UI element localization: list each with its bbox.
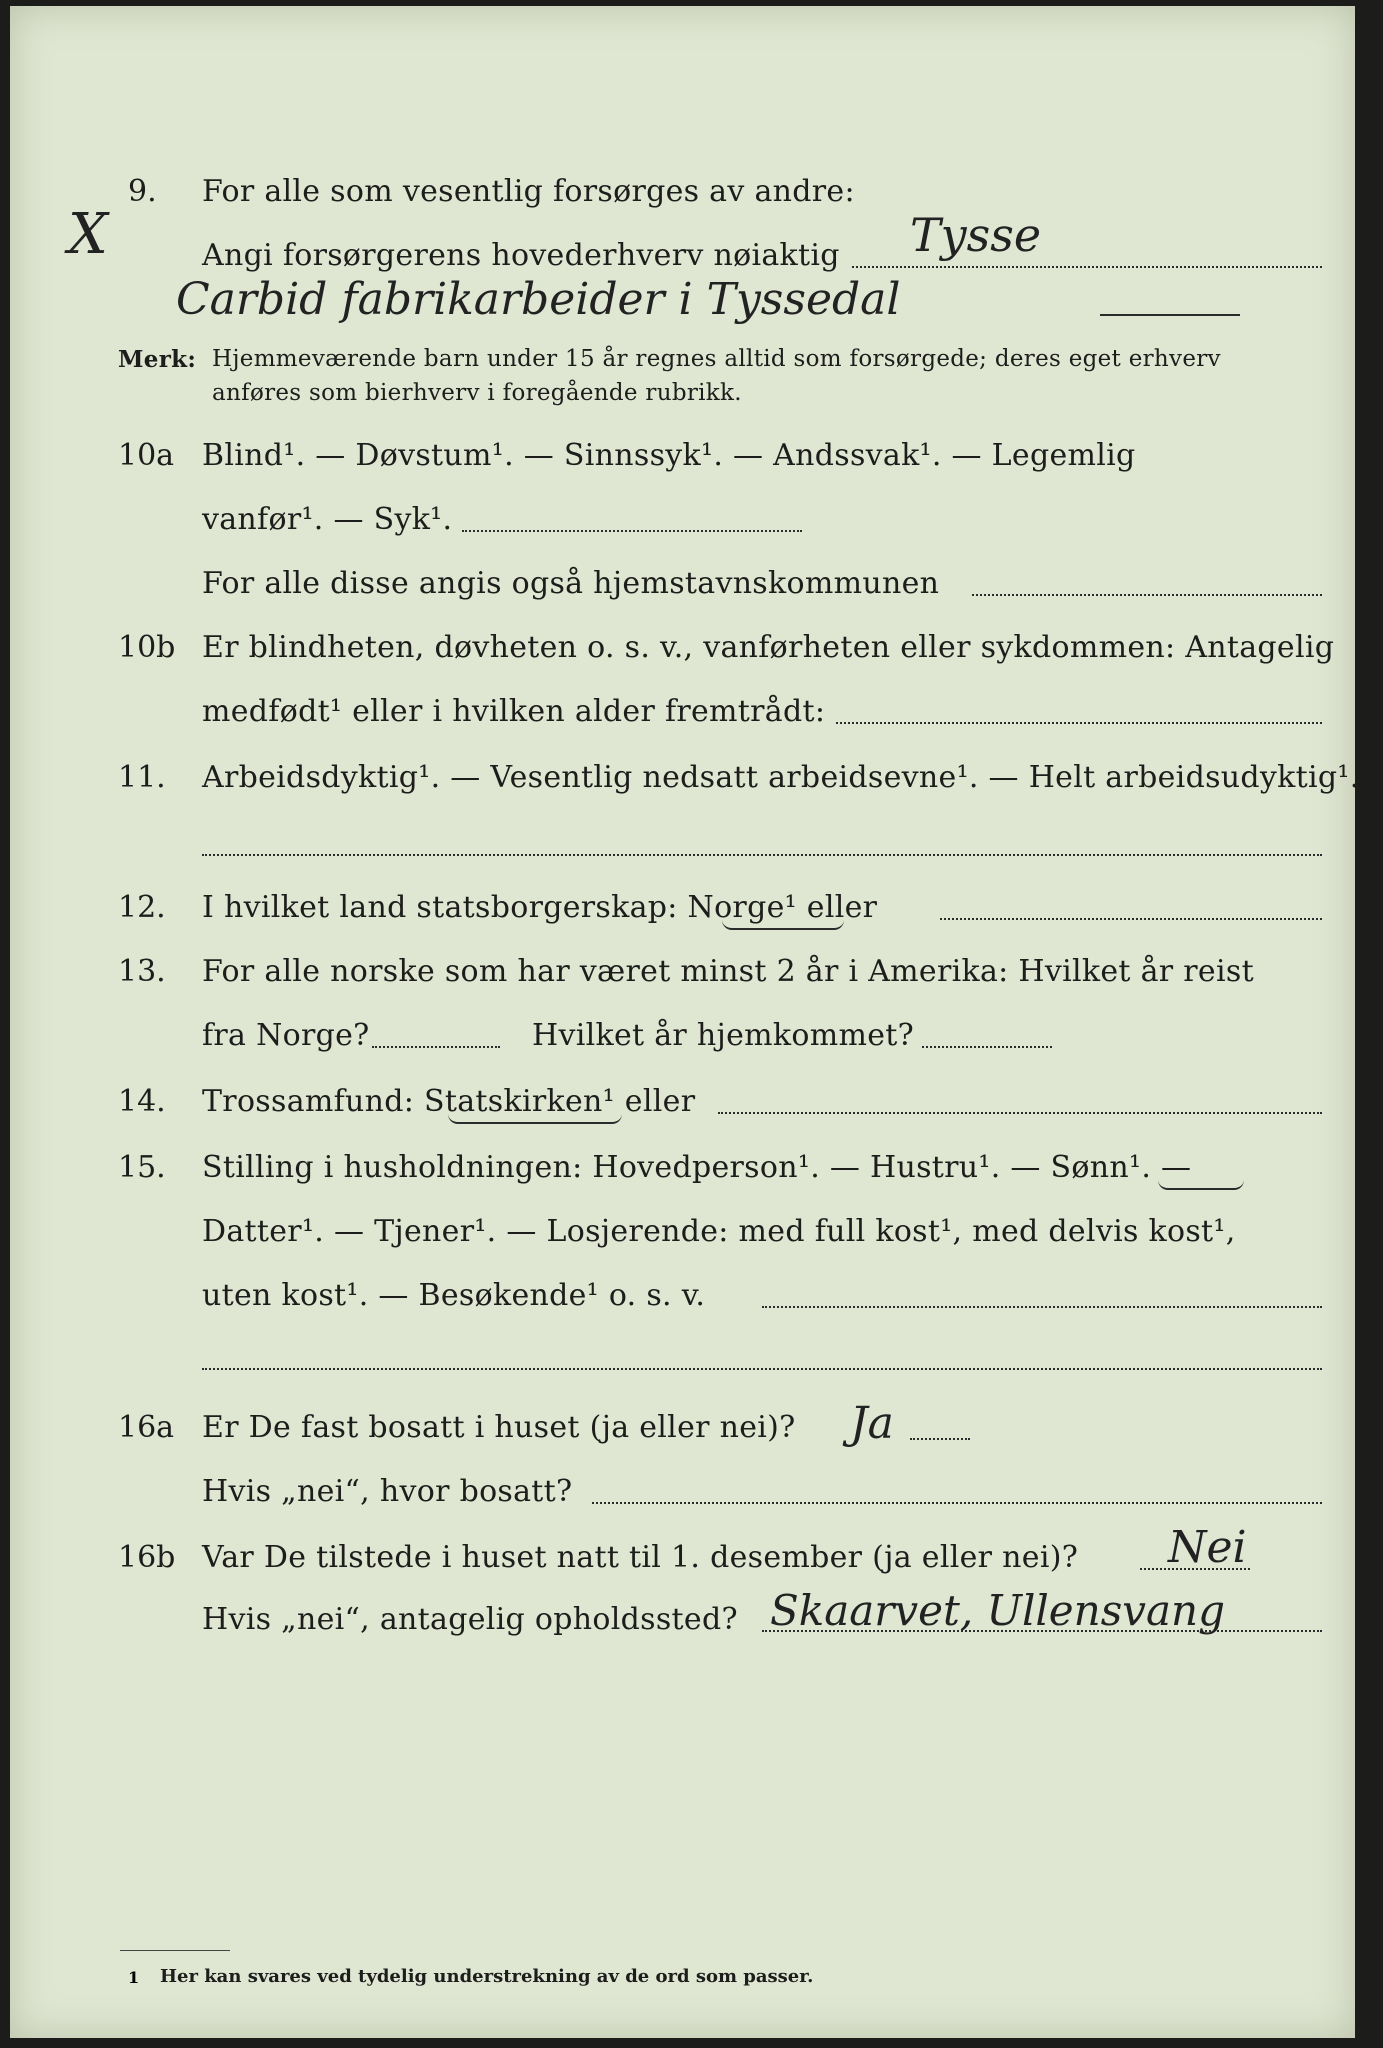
answer-line xyxy=(202,854,1322,856)
question-text: Er blindheten, døvheten o. s. v., vanførheten eller sykdommen: Antagelig xyxy=(202,630,1335,665)
question-text: Er De fast bosatt i huset (ja eller nei)? xyxy=(202,1410,796,1445)
answer-line xyxy=(1100,314,1240,316)
question-number: 14. xyxy=(118,1084,166,1119)
answer-line xyxy=(836,722,1322,724)
question-number: 10b xyxy=(118,630,176,665)
question-13 xyxy=(10,954,1383,1014)
question-9 xyxy=(10,174,1383,234)
question-15-line3 xyxy=(10,1278,1383,1338)
question-label: For alle som vesentlig forsørges av andre: xyxy=(202,174,855,209)
question-number: 11. xyxy=(118,760,166,795)
handwritten-answer: Nei xyxy=(1168,1522,1247,1573)
answer-line xyxy=(202,1368,1322,1370)
footnote-rule xyxy=(120,1950,230,1951)
question-text: Var De tilstede i huset natt til 1. desember (ja eller nei)? xyxy=(202,1540,1079,1575)
footnote-text: Her kan svares ved tydelig understrekning av de ord som passer. xyxy=(160,1966,814,1987)
answer-line xyxy=(592,1502,1322,1504)
question-11 xyxy=(10,760,1383,820)
question-number: 16b xyxy=(118,1540,176,1575)
question-text: medfødt¹ eller i hvilken alder fremtrådt: xyxy=(202,694,826,729)
question-10a-line3 xyxy=(10,566,1383,626)
question-text: Hvis „nei“, antagelig opholdssted? xyxy=(202,1602,738,1637)
question-12 xyxy=(10,890,1383,950)
question-10b xyxy=(10,630,1383,690)
answer-line xyxy=(940,918,1322,920)
question-16b-line2 xyxy=(10,1586,1383,1662)
note-line-2 xyxy=(10,380,1383,440)
question-14 xyxy=(10,1084,1383,1144)
answer-line xyxy=(462,530,802,532)
answer-line xyxy=(852,266,1322,268)
margin-mark: X xyxy=(68,202,108,267)
note-label: Merk: xyxy=(118,346,197,373)
question-number: 10a xyxy=(118,438,175,473)
underline-mark xyxy=(1158,1180,1244,1190)
question-text: I hvilket land statsborgerskap: Norge¹ eller xyxy=(202,890,878,925)
question-text: fra Norge? xyxy=(202,1018,370,1053)
question-text: Hvis „nei“, hvor bosatt? xyxy=(202,1474,573,1509)
question-number: 16a xyxy=(118,1410,175,1445)
question-text: Datter¹. — Tjener¹. — Losjerende: med full kost¹, med delvis kost¹, xyxy=(202,1214,1236,1249)
question-text: Hvilket år hjemkommet? xyxy=(532,1018,915,1053)
handwritten-answer: Carbid fabrikarbeider i Tyssedal xyxy=(176,274,901,325)
answer-line xyxy=(718,1112,1322,1114)
handwritten-answer: Tysse xyxy=(910,208,1042,262)
note-text: Hjemmeværende barn under 15 år regnes alltid som forsørgede; deres eget erhverv xyxy=(212,346,1221,372)
answer-line xyxy=(372,1046,500,1048)
handwritten-answer: Ja xyxy=(850,1398,894,1449)
underline-mark xyxy=(722,920,844,930)
question-text: Stilling i husholdningen: Hovedperson¹. — Hustru¹. — Sønn¹. — xyxy=(202,1150,1192,1185)
answer-line xyxy=(972,594,1322,596)
question-13-line2 xyxy=(10,1018,1383,1078)
answer-line xyxy=(762,1306,1322,1308)
question-number: 12. xyxy=(118,890,166,925)
answer-line xyxy=(922,1046,1052,1048)
question-text: Arbeidsdyktig¹. — Vesentlig nedsatt arbeidsevne¹. — Helt arbeidsudyktig¹. xyxy=(202,760,1360,795)
footnote-mark: 1 xyxy=(128,1968,140,1987)
question-10a-line2 xyxy=(10,502,1383,562)
handwritten-answer: Skaarvet, Ullensvang xyxy=(770,1586,1225,1635)
census-form-page xyxy=(10,6,1360,2038)
question-text: Trossamfund: Statskirken¹ eller xyxy=(202,1084,696,1119)
question-sublabel: Angi forsørgerens hovederhverv nøiaktig xyxy=(202,238,840,273)
question-10a xyxy=(10,438,1383,498)
answer-line xyxy=(910,1438,970,1440)
question-number: 13. xyxy=(118,954,166,989)
question-text: For alle disse angis også hjemstavnskommunen xyxy=(202,566,940,601)
question-10b-line2 xyxy=(10,694,1383,754)
question-15-line2 xyxy=(10,1214,1383,1274)
question-text: For alle norske som har været minst 2 år i Amerika: Hvilket år reist xyxy=(202,954,1254,989)
underline-mark xyxy=(448,1114,622,1124)
note-text: anføres som bierhverv i foregående rubrikk. xyxy=(212,380,742,406)
question-15 xyxy=(10,1150,1383,1210)
question-text: vanfør¹. — Syk¹. xyxy=(202,502,453,537)
question-number: 15. xyxy=(118,1150,166,1185)
question-text: uten kost¹. — Besøkende¹ o. s. v. xyxy=(202,1278,706,1313)
question-number: 9. xyxy=(128,174,157,209)
question-text: Blind¹. — Døvstum¹. — Sinnssyk¹. — Andssvak¹. — Legemlig xyxy=(202,438,1136,473)
question-16a xyxy=(10,1398,1383,1470)
